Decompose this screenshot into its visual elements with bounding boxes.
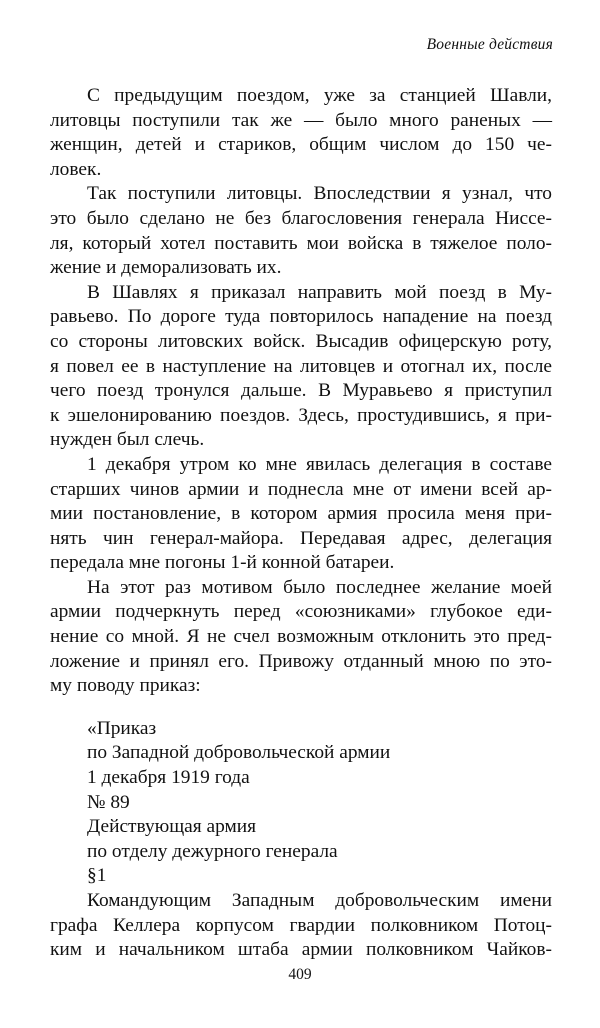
order-line: §1	[87, 865, 107, 887]
text-line: На этот раз мотивом было последнее желание моей	[87, 576, 552, 598]
order-block	[50, 717, 552, 889]
order-line: по отделу дежурного генерала	[87, 840, 338, 862]
text-line: ля, который хотел поставить мои войска в тяжелое поло-	[50, 232, 552, 254]
text-line: я повел ее в наступление на литовцев и отогнал их, после	[50, 355, 552, 377]
text-line: литовцы поступили так же — было много раненых —	[50, 109, 552, 131]
order-line: № 89	[87, 791, 130, 813]
text-line: старших чинов армии и поднесла мне от имени всей ар-	[50, 478, 552, 500]
text-line: равьево. По дороге туда повторилось нападение на поезд	[50, 306, 552, 328]
text-line: Так поступили литовцы. Впоследствии я узнал, что	[87, 183, 552, 205]
text-line: Командующим Западным добровольческим имени	[87, 890, 552, 911]
text-line: нять чин генерал-майора. Передавая адрес, делегация	[50, 527, 552, 549]
text-line: С предыдущим поездом, уже за станцией Шавли,	[87, 85, 552, 106]
text-line: В Шавлях я приказал направить мой поезд в Му-	[87, 281, 552, 303]
order-line: Действующая армия	[87, 816, 257, 838]
paragraph	[50, 453, 552, 576]
text-line: 1 декабря утром ко мне явилась делегация в составе	[87, 453, 552, 475]
text-line: графа Келлера корпусом гвардии полковником Потоц-	[50, 914, 552, 936]
order-line: по Западной добровольческой армии	[87, 742, 391, 764]
text-line: жение и деморализовать их.	[50, 257, 282, 279]
text-line: нужден был слечь.	[50, 429, 205, 451]
order-line: 1 декабря 1919 года	[87, 767, 250, 789]
text-line: нение со мной. Я не счел возможным отклонить это пред-	[50, 626, 552, 648]
text-line: это было сделано не без благословения генерала Ниссе-	[50, 207, 552, 229]
body-text	[50, 84, 552, 963]
text-line: к эшелонированию поездов. Здесь, простудившись, я при-	[50, 404, 552, 426]
page-number: 409	[288, 966, 312, 983]
paragraph	[50, 576, 552, 699]
text-line: передала мне погоны 1-й конной батареи.	[50, 552, 395, 574]
spacer	[50, 699, 552, 717]
text-line: мии постановление, в котором армия просила меня при-	[50, 503, 552, 525]
paragraph	[50, 281, 552, 453]
text-line: ким и начальником штаба армии полковником Чайков-	[50, 939, 552, 961]
text-line: ловек.	[50, 158, 102, 180]
text-line: чего поезд тронулся дальше. В Муравьево я приступил	[50, 380, 552, 402]
running-header: Военные действия	[426, 36, 553, 53]
text-line: армии подчеркнуть перед «союзниками» глубокое еди-	[50, 601, 552, 623]
text-line: му поводу приказ:	[50, 675, 201, 697]
text-line: ложение и принял его. Привожу отданный мною по это-	[50, 650, 552, 672]
paragraph	[50, 889, 552, 963]
paragraph	[50, 182, 552, 280]
order-line: «Приказ	[87, 717, 157, 739]
text-line: со стороны литовских войск. Высадив офицерскую роту,	[50, 330, 552, 352]
text-line: женщин, детей и стариков, общим числом до 150 че-	[50, 134, 552, 156]
paragraph	[50, 84, 552, 182]
